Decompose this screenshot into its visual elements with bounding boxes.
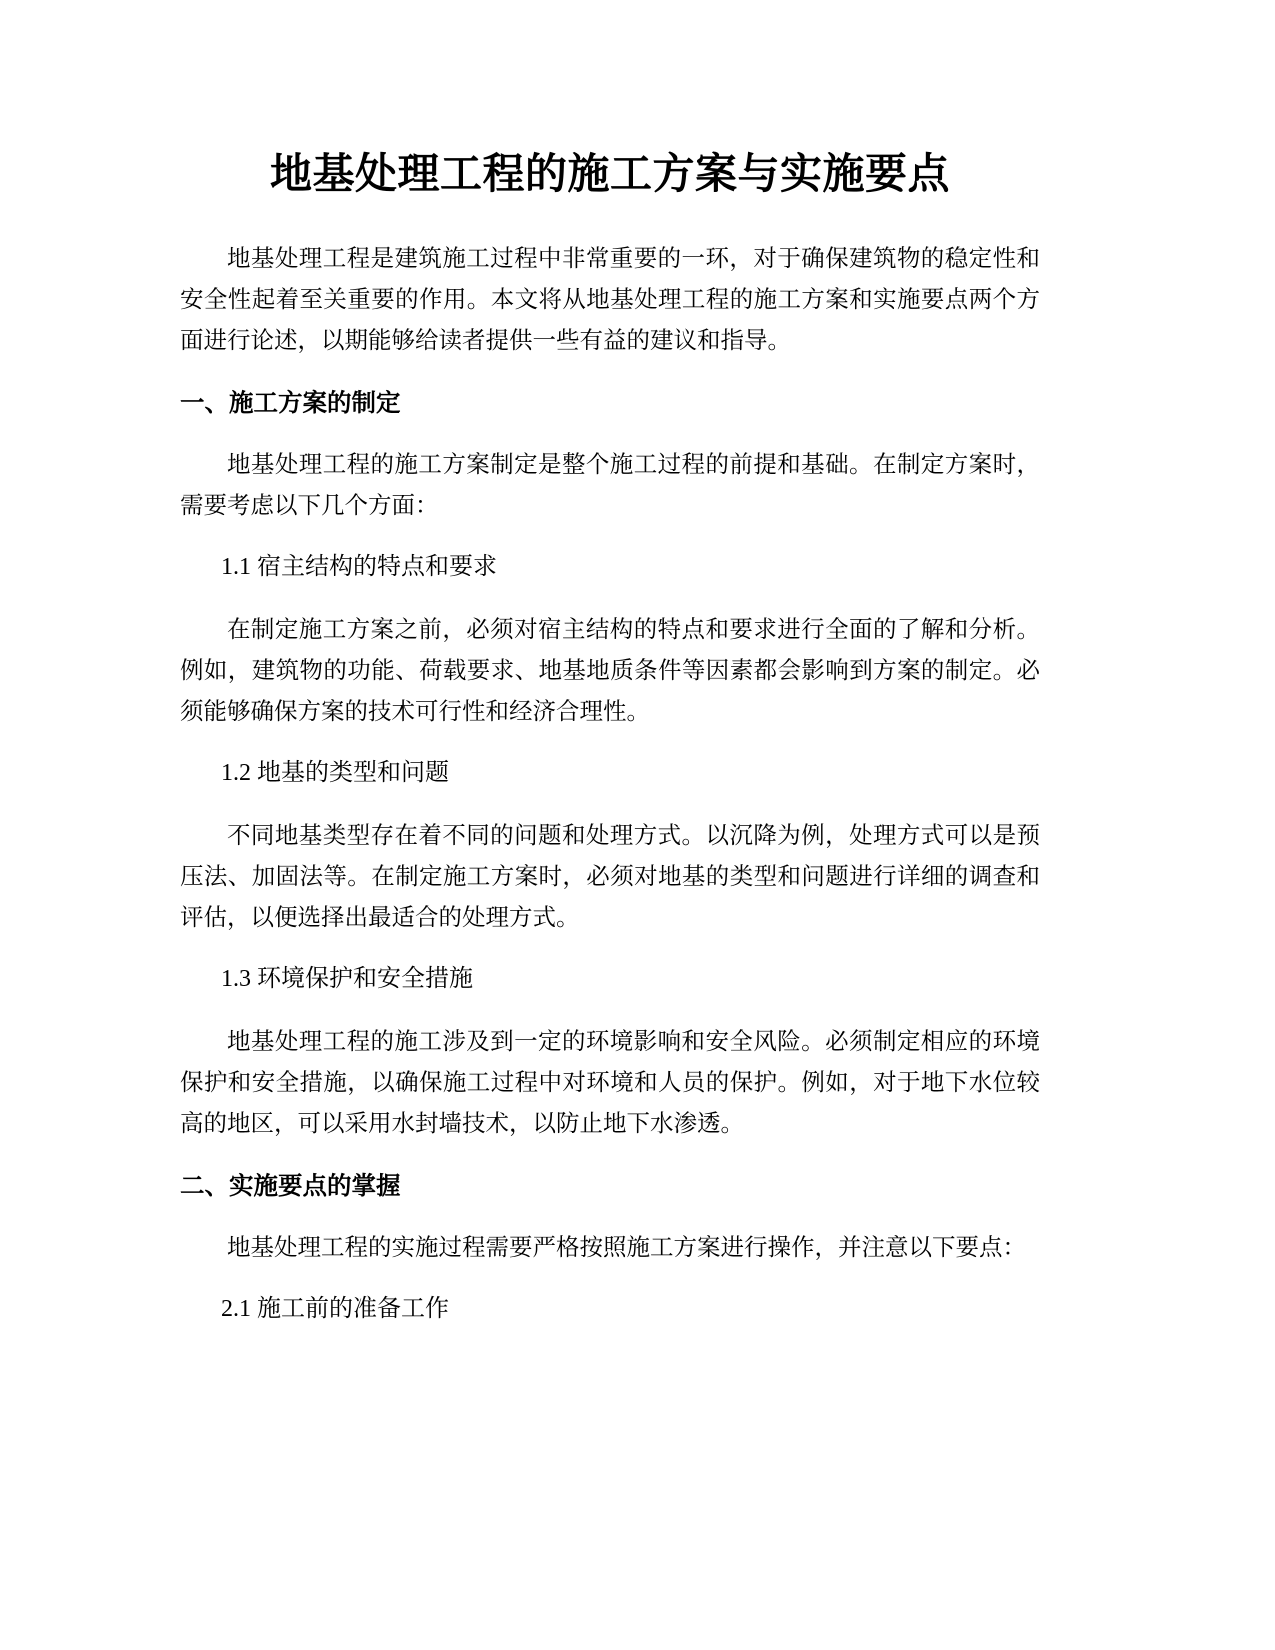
subsection-1-2-heading: 1.2 地基的类型和问题 bbox=[221, 760, 449, 786]
intro-paragraph: 地基处理工程是建筑施工过程中非常重要的一环，对于确保建筑物的稳定性和安全性起着至关重要的作用。本文将从地基处理工程的施工方案和实施要点两个方面进行论述，以期能够给读者提供一些有益的建议和指导。 bbox=[180, 244, 1040, 354]
section-1-heading: 一、施工方案的制定 bbox=[180, 388, 401, 417]
subsection-2-1-heading: 2.1 施工前的准备工作 bbox=[221, 1296, 449, 1322]
section-1-intro: 地基处理工程的施工方案制定是整个施工过程的前提和基础。在制定方案时，需要考虑以下几个方面： bbox=[180, 450, 1040, 519]
subsection-1-3-heading: 1.3 环境保护和安全措施 bbox=[221, 966, 473, 992]
section-2-intro: 地基处理工程的实施过程需要严格按照施工方案进行操作，并注意以下要点： bbox=[227, 1233, 1026, 1261]
subsection-1-3-text: 地基处理工程的施工涉及到一定的环境影响和安全风险。必须制定相应的环境保护和安全措施，以确保施工过程中对环境和人员的保护。例如，对于地下水位较高的地区，可以采用水封墙技术，以防止地下水渗透。 bbox=[180, 1027, 1040, 1137]
subsection-1-2-text: 不同地基类型存在着不同的问题和处理方式。以沉降为例，处理方式可以是预压法、加固法等。在制定施工方案时，必须对地基的类型和问题进行详细的调查和评估，以便选择出最适合的处理方式。 bbox=[180, 821, 1040, 931]
section-2-heading: 二、实施要点的掌握 bbox=[180, 1171, 401, 1200]
subsection-1-1-text: 在制定施工方案之前，必须对宿主结构的特点和要求进行全面的了解和分析。例如，建筑物的功能、荷载要求、地基地质条件等因素都会影响到方案的制定。必须能够确保方案的技术可行性和经济合理性。 bbox=[180, 615, 1040, 725]
subsection-1-1-heading: 1.1 宿主结构的特点和要求 bbox=[221, 554, 497, 580]
document-title: 地基处理工程的施工方案与实施要点 bbox=[269, 149, 950, 198]
document-page bbox=[180, 148, 1040, 1330]
